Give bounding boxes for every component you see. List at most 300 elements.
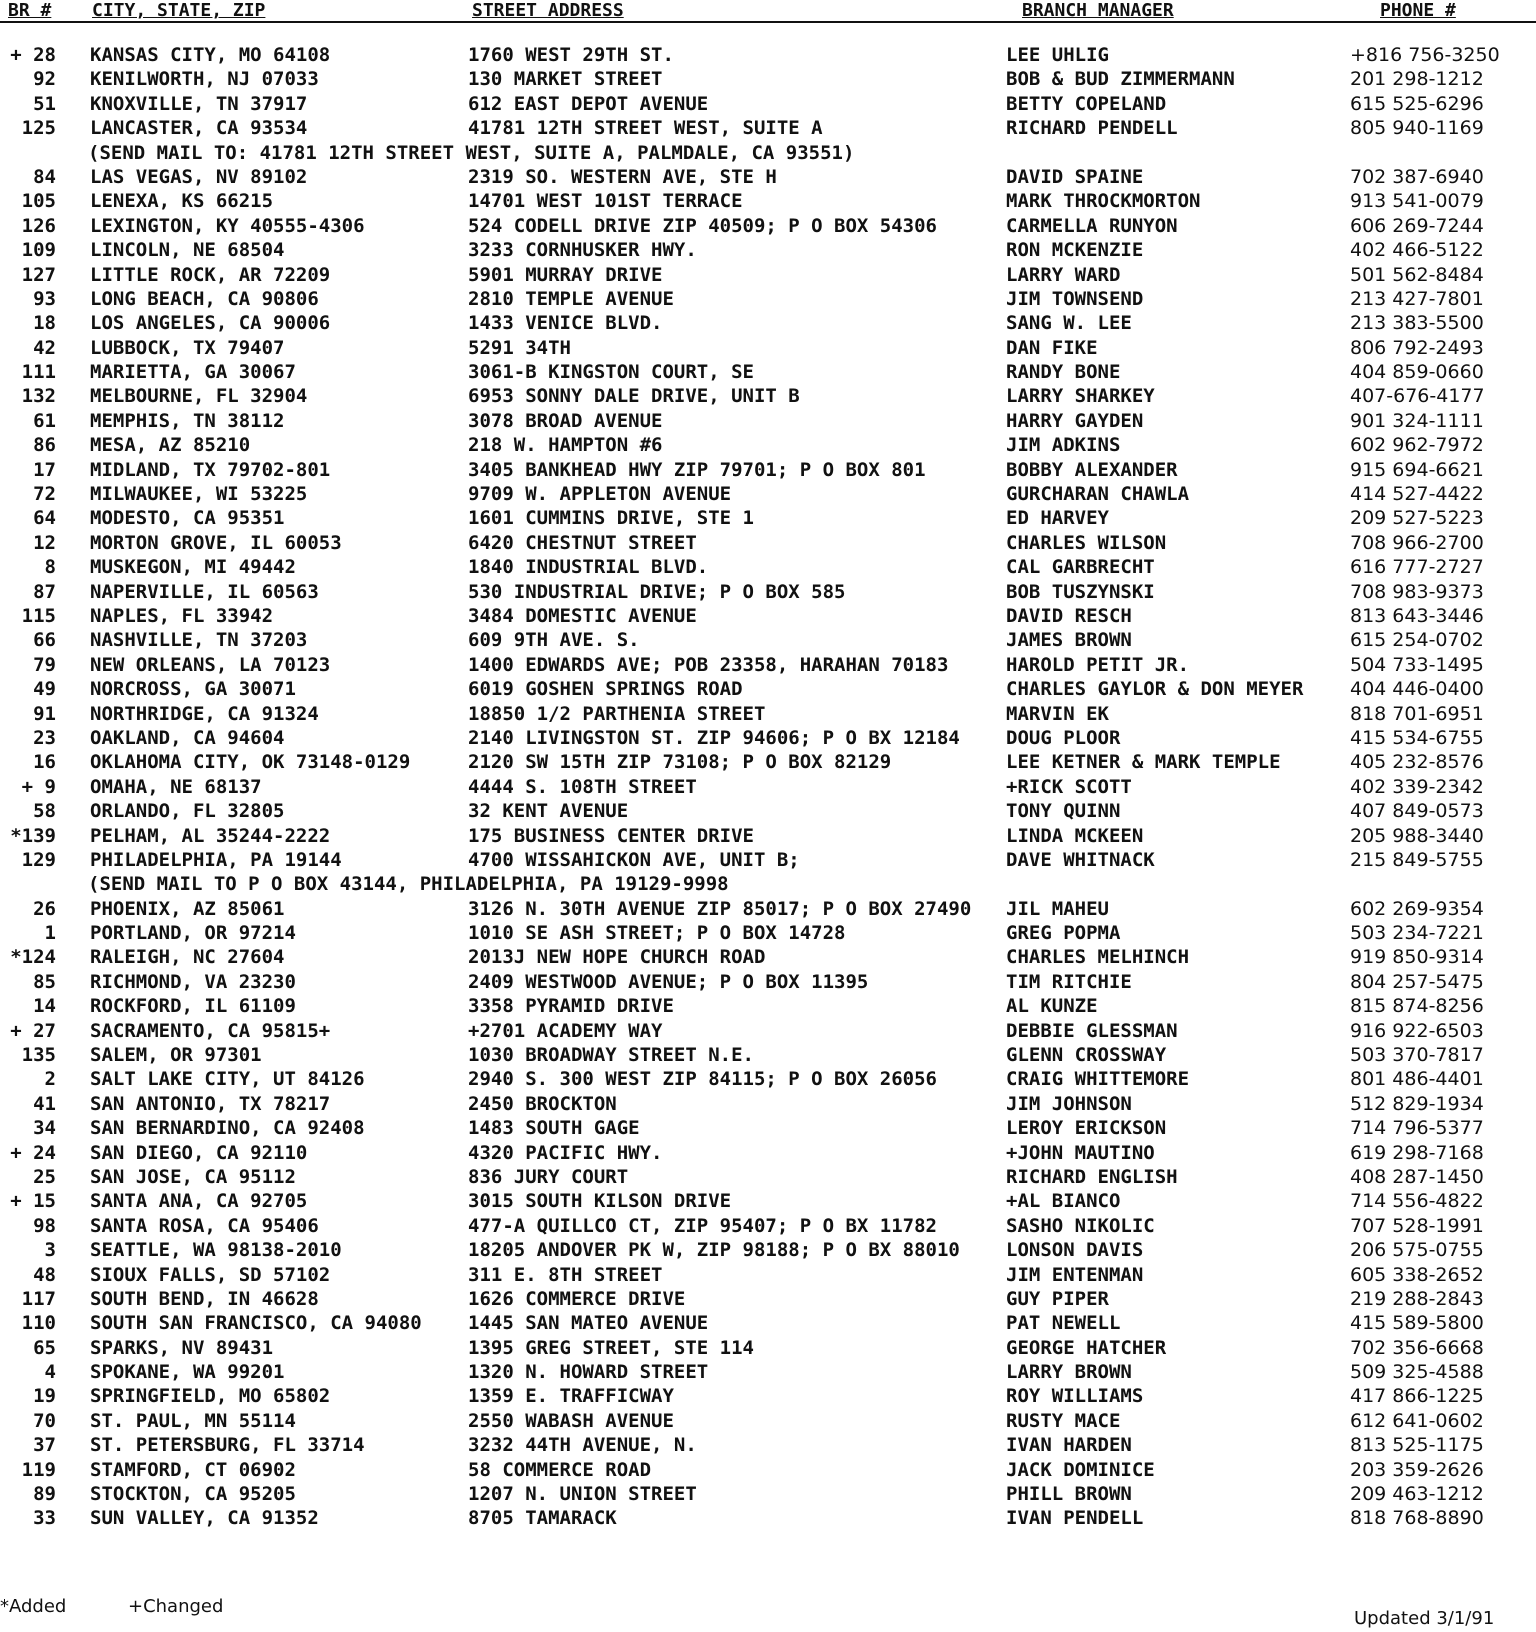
city-state-zip: OMAHA, NE 68137 [90, 775, 262, 798]
city-state-zip: PHILADELPHIA, PA 19144 [90, 848, 342, 871]
branch-manager: LARRY SHARKEY [1006, 385, 1155, 408]
branch-number: 119 [21, 1458, 56, 1481]
street-address: 5901 MURRAY DRIVE [468, 263, 663, 286]
phone-number: 408 287-1450 [1350, 1165, 1484, 1188]
street-address: 2450 BROCKTON [468, 1092, 617, 1115]
phone-number: 616 777-2727 [1350, 556, 1484, 579]
city-state-zip: MESA, AZ 85210 [90, 434, 251, 457]
branch-number: + 24 [10, 1141, 56, 1164]
street-address: 4444 S. 108TH STREET [468, 775, 697, 798]
phone-number: 213 427-7801 [1350, 287, 1484, 310]
city-state-zip: KENILWORTH, NJ 07033 [90, 68, 319, 91]
branch-manager: TIM RITCHIE [1006, 970, 1132, 993]
phone-number: 619 298-7168 [1350, 1141, 1484, 1164]
city-state-zip: LANCASTER, CA 93534 [90, 117, 308, 140]
table-row [0, 995, 1536, 1019]
branch-number: 19 [33, 1385, 56, 1408]
table-row [0, 507, 1536, 531]
city-state-zip: KNOXVILLE, TN 37917 [90, 92, 308, 115]
street-address: 4320 PACIFIC HWY. [468, 1141, 663, 1164]
branch-number: + 9 [21, 775, 56, 798]
street-address: +2701 ACADEMY WAY [468, 1019, 663, 1042]
street-address: 14701 WEST 101ST TERRACE [468, 190, 743, 213]
phone-number: 612 641-0602 [1350, 1409, 1484, 1432]
branch-manager: CARMELLA RUNYON [1006, 214, 1178, 237]
table-row [0, 93, 1536, 117]
table-row [0, 1093, 1536, 1117]
branch-number: 66 [33, 629, 56, 652]
branch-number: 12 [33, 531, 56, 554]
street-address: 218 W. HAMPTON #6 [468, 434, 663, 457]
header-branch-manager: BRANCH MANAGER [1022, 0, 1174, 21]
phone-number: 504 733-1495 [1350, 653, 1484, 676]
street-address: 4700 WISSAHICKON AVE, UNIT B; [468, 848, 800, 871]
updated-date: Updated 3/1/91 [1354, 1608, 1495, 1629]
branch-manager: IVAN HARDEN [1006, 1434, 1132, 1457]
phone-number: 501 562-8484 [1350, 263, 1484, 286]
header-phone: PHONE # [1380, 0, 1456, 21]
branch-manager: LARRY WARD [1006, 263, 1121, 286]
branch-manager: HAROLD PETIT JR. [1006, 653, 1190, 676]
branch-manager: IVAN PENDELL [1006, 1507, 1144, 1530]
street-address: 3233 CORNHUSKER HWY. [468, 239, 697, 262]
street-address: 1760 WEST 29TH ST. [468, 44, 674, 66]
branch-number: *139 [10, 824, 56, 847]
phone-number: 417 866-1225 [1350, 1385, 1484, 1408]
phone-number: 415 589-5800 [1350, 1312, 1484, 1335]
street-address: 41781 12TH STREET WEST, SUITE A [468, 117, 823, 140]
city-state-zip: SAN JOSE, CA 95112 [90, 1165, 296, 1188]
street-address: 8705 TAMARACK [468, 1507, 617, 1530]
phone-number: 602 962-7972 [1350, 434, 1484, 457]
table-row [0, 971, 1536, 995]
street-address: 1010 SE ASH STREET; P O BOX 14728 [468, 922, 846, 945]
street-address: 2013J NEW HOPE CHURCH ROAD [468, 946, 766, 969]
branch-number: 84 [33, 165, 56, 188]
branch-manager: GLENN CROSSWAY [1006, 1044, 1167, 1067]
branch-number: 93 [33, 287, 56, 310]
branch-table [0, 44, 1536, 1532]
branch-number: 65 [33, 1336, 56, 1359]
branch-number: 126 [21, 214, 56, 237]
street-address: 477-A QUILLCO CT, ZIP 95407; P O BX 11782 [468, 1214, 937, 1237]
branch-number: 109 [21, 239, 56, 262]
phone-number: 415 534-6755 [1350, 726, 1484, 749]
branch-number: 48 [33, 1263, 56, 1286]
branch-manager: JIM JOHNSON [1006, 1092, 1132, 1115]
phone-number: 708 966-2700 [1350, 531, 1484, 554]
city-state-zip: STAMFORD, CT 06902 [90, 1458, 296, 1481]
city-state-zip: SPOKANE, WA 99201 [90, 1361, 285, 1384]
city-state-zip: SANTA ROSA, CA 95406 [90, 1214, 319, 1237]
branch-manager: JAMES BROWN [1006, 629, 1132, 652]
street-address: 6420 CHESTNUT STREET [468, 531, 697, 554]
table-row [0, 922, 1536, 946]
phone-number: 405 232-8576 [1350, 751, 1484, 774]
phone-number: 702 387-6940 [1350, 165, 1484, 188]
table-row [0, 678, 1536, 702]
table-row [0, 337, 1536, 361]
mail-note-row [0, 873, 1536, 897]
city-state-zip: MORTON GROVE, IL 60053 [90, 531, 342, 554]
street-address: 9709 W. APPLETON AVENUE [468, 483, 732, 506]
city-state-zip: ORLANDO, FL 32805 [90, 800, 285, 823]
street-address: 6019 GOSHEN SPRINGS ROAD [468, 678, 743, 701]
branch-manager: RANDY BONE [1006, 361, 1121, 384]
branch-number: 51 [33, 92, 56, 115]
table-row [0, 605, 1536, 629]
branch-manager: RICHARD PENDELL [1006, 117, 1178, 140]
city-state-zip: ST. PETERSBURG, FL 33714 [90, 1434, 365, 1457]
phone-number: 801 486-4401 [1350, 1068, 1484, 1091]
branch-manager: BOBBY ALEXANDER [1006, 458, 1178, 481]
table-row [0, 849, 1536, 873]
table-row [0, 800, 1536, 824]
header-street-address: STREET ADDRESS [472, 0, 624, 21]
branch-manager: JIM TOWNSEND [1006, 287, 1144, 310]
phone-number: 414 527-4422 [1350, 483, 1484, 506]
phone-number: 615 525-6296 [1350, 92, 1484, 115]
branch-manager: DEBBIE GLESSMAN [1006, 1019, 1178, 1042]
city-state-zip: LAS VEGAS, NV 89102 [90, 165, 308, 188]
branch-manager: JIL MAHEU [1006, 897, 1109, 920]
branch-manager: LEE UHLIG [1006, 44, 1109, 66]
table-row [0, 1215, 1536, 1239]
mail-note: (SEND MAIL TO P O BOX 43144, PHILADELPHIA, PA 19129-9998 [88, 873, 729, 896]
branch-number: 49 [33, 678, 56, 701]
branch-manager: HARRY GAYDEN [1006, 409, 1144, 432]
branch-manager: ED HARVEY [1006, 507, 1109, 530]
city-state-zip: MARIETTA, GA 30067 [90, 361, 296, 384]
branch-number: 8 [44, 556, 56, 579]
phone-number: 916 922-6503 [1350, 1019, 1484, 1042]
branch-number: 16 [33, 751, 56, 774]
street-address: 1030 BROADWAY STREET N.E. [468, 1044, 754, 1067]
branch-manager: +AL BIANCO [1006, 1190, 1121, 1213]
table-row [0, 166, 1536, 190]
table-row [0, 776, 1536, 800]
table-row [0, 703, 1536, 727]
street-address: 3232 44TH AVENUE, N. [468, 1434, 697, 1457]
branch-manager: CHARLES GAYLOR & DON MEYER [1006, 678, 1304, 701]
table-row [0, 1459, 1536, 1483]
table-row [0, 264, 1536, 288]
table-row [0, 1385, 1536, 1409]
city-state-zip: LUBBOCK, TX 79407 [90, 336, 285, 359]
legend-added: *Added [0, 1596, 67, 1617]
table-row [0, 1337, 1536, 1361]
branch-manager: JACK DOMINICE [1006, 1458, 1155, 1481]
branch-number: + 28 [10, 44, 56, 66]
street-address: 58 COMMERCE ROAD [468, 1458, 652, 1481]
branch-number: 86 [33, 434, 56, 457]
branch-number: 41 [33, 1092, 56, 1115]
branch-number: 110 [21, 1312, 56, 1335]
legend-changed: +Changed [128, 1596, 224, 1617]
phone-number: 404 859-0660 [1350, 361, 1484, 384]
branch-manager: DAVE WHITNACK [1006, 848, 1155, 871]
header-city-state-zip: CITY, STATE, ZIP [92, 0, 266, 21]
branch-manager: LEE KETNER & MARK TEMPLE [1006, 751, 1281, 774]
street-address: 530 INDUSTRIAL DRIVE; P O BOX 585 [468, 580, 846, 603]
branch-manager: CHARLES WILSON [1006, 531, 1167, 554]
street-address: 1395 GREG STREET, STE 114 [468, 1336, 754, 1359]
street-address: 2550 WABASH AVENUE [468, 1409, 674, 1432]
city-state-zip: NORTHRIDGE, CA 91324 [90, 702, 319, 725]
street-address: 1601 CUMMINS DRIVE, STE 1 [468, 507, 754, 530]
phone-number: 205 988-3440 [1350, 824, 1484, 847]
branch-number: 2 [44, 1068, 56, 1091]
phone-number: 714 796-5377 [1350, 1117, 1484, 1140]
street-address: 32 KENT AVENUE [468, 800, 629, 823]
branch-number: 85 [33, 970, 56, 993]
branch-manager: GURCHARAN CHAWLA [1006, 483, 1190, 506]
phone-number: 509 325-4588 [1350, 1361, 1484, 1384]
mail-note-row [0, 142, 1536, 166]
table-row [0, 898, 1536, 922]
table-row [0, 312, 1536, 336]
city-state-zip: KANSAS CITY, MO 64108 [90, 44, 331, 66]
phone-number: 702 356-6668 [1350, 1336, 1484, 1359]
branch-manager: MARVIN EK [1006, 702, 1109, 725]
street-address: 2810 TEMPLE AVENUE [468, 287, 674, 310]
phone-number: 213 383-5500 [1350, 312, 1484, 335]
branch-number: 4 [44, 1361, 56, 1384]
city-state-zip: MIDLAND, TX 79702-801 [90, 458, 331, 481]
table-row [0, 629, 1536, 653]
phone-number: 813 643-3446 [1350, 604, 1484, 627]
street-address: 18850 1/2 PARTHENIA STREET [468, 702, 766, 725]
table-row [0, 751, 1536, 775]
phone-number: 503 370-7817 [1350, 1044, 1484, 1067]
street-address: 6953 SONNY DALE DRIVE, UNIT B [468, 385, 800, 408]
table-row [0, 410, 1536, 434]
table-row [0, 581, 1536, 605]
branch-manager: GREG POPMA [1006, 922, 1121, 945]
city-state-zip: NAPERVILLE, IL 60563 [90, 580, 319, 603]
table-row [0, 1507, 1536, 1531]
street-address: 3015 SOUTH KILSON DRIVE [468, 1190, 732, 1213]
phone-number: 402 339-2342 [1350, 775, 1484, 798]
branch-number: 18 [33, 312, 56, 335]
street-address: 609 9TH AVE. S. [468, 629, 640, 652]
city-state-zip: SACRAMENTO, CA 95815+ [90, 1019, 331, 1042]
branch-manager: CHARLES MELHINCH [1006, 946, 1190, 969]
branch-manager: LONSON DAVIS [1006, 1239, 1144, 1262]
phone-number: 714 556-4822 [1350, 1190, 1484, 1213]
street-address: 1320 N. HOWARD STREET [468, 1361, 709, 1384]
street-address: 1400 EDWARDS AVE; POB 23358, HARAHAN 70183 [468, 653, 949, 676]
city-state-zip: NASHVILLE, TN 37203 [90, 629, 308, 652]
street-address: 1433 VENICE BLVD. [468, 312, 663, 335]
branch-manager: AL KUNZE [1006, 995, 1098, 1018]
branch-number: 14 [33, 995, 56, 1018]
phone-number: 813 525-1175 [1350, 1434, 1484, 1457]
table-row [0, 44, 1536, 68]
branch-manager: LARRY BROWN [1006, 1361, 1132, 1384]
branch-number: 135 [21, 1044, 56, 1067]
city-state-zip: NORCROSS, GA 30071 [90, 678, 296, 701]
branch-number: 26 [33, 897, 56, 920]
city-state-zip: MUSKEGON, MI 49442 [90, 556, 296, 579]
city-state-zip: LOS ANGELES, CA 90006 [90, 312, 331, 335]
branch-number: 42 [33, 336, 56, 359]
phone-number: 901 324-1111 [1350, 409, 1484, 432]
branch-manager: BETTY COPELAND [1006, 92, 1167, 115]
branch-manager: JIM ADKINS [1006, 434, 1121, 457]
branch-number: 34 [33, 1117, 56, 1140]
table-row [0, 1142, 1536, 1166]
phone-number: 806 792-2493 [1350, 336, 1484, 359]
street-address: 1483 SOUTH GAGE [468, 1117, 640, 1140]
city-state-zip: OKLAHOMA CITY, OK 73148-0129 [90, 751, 411, 774]
branch-number: 129 [21, 848, 56, 871]
branch-number: 89 [33, 1483, 56, 1506]
street-address: 2140 LIVINGSTON ST. ZIP 94606; P O BX 12184 [468, 726, 960, 749]
table-row [0, 727, 1536, 751]
city-state-zip: PORTLAND, OR 97214 [90, 922, 296, 945]
city-state-zip: LEXINGTON, KY 40555-4306 [90, 214, 365, 237]
branch-number: 1 [44, 922, 56, 945]
branch-number: 91 [33, 702, 56, 725]
street-address: 3078 BROAD AVENUE [468, 409, 663, 432]
phone-number: 805 940-1169 [1350, 117, 1484, 140]
branch-number: 125 [21, 117, 56, 140]
street-address: 2120 SW 15TH ZIP 73108; P O BOX 82129 [468, 751, 892, 774]
table-row [0, 532, 1536, 556]
branch-number: 117 [21, 1287, 56, 1310]
branch-manager: CRAIG WHITTEMORE [1006, 1068, 1190, 1091]
table-row [0, 190, 1536, 214]
table-row [0, 459, 1536, 483]
table-row [0, 1312, 1536, 1336]
city-state-zip: RICHMOND, VA 23230 [90, 970, 296, 993]
city-state-zip: LONG BEACH, CA 90806 [90, 287, 319, 310]
table-row [0, 1020, 1536, 1044]
street-address: 175 BUSINESS CENTER DRIVE [468, 824, 754, 847]
city-state-zip: SPARKS, NV 89431 [90, 1336, 274, 1359]
city-state-zip: LITTLE ROCK, AR 72209 [90, 263, 331, 286]
table-row [0, 239, 1536, 263]
table-row [0, 1068, 1536, 1092]
branch-number: 127 [21, 263, 56, 286]
branch-number: + 15 [10, 1190, 56, 1213]
phone-number: 606 269-7244 [1350, 214, 1484, 237]
table-row [0, 1239, 1536, 1263]
phone-number: 215 849-5755 [1350, 848, 1484, 871]
table-row [0, 288, 1536, 312]
branch-manager: PAT NEWELL [1006, 1312, 1121, 1335]
phone-number: 915 694-6621 [1350, 458, 1484, 481]
mail-note: (SEND MAIL TO: 41781 12TH STREET WEST, SUITE A, PALMDALE, CA 93551) [88, 141, 855, 164]
branch-number: 23 [33, 726, 56, 749]
phone-number: 605 338-2652 [1350, 1263, 1484, 1286]
table-row [0, 1434, 1536, 1458]
city-state-zip: MEMPHIS, TN 38112 [90, 409, 285, 432]
branch-manager: SANG W. LEE [1006, 312, 1132, 335]
branch-manager: DOUG PLOOR [1006, 726, 1121, 749]
table-row [0, 1166, 1536, 1190]
phone-number: 407 849-0573 [1350, 800, 1484, 823]
phone-number: 209 463-1212 [1350, 1483, 1484, 1506]
city-state-zip: SOUTH SAN FRANCISCO, CA 94080 [90, 1312, 422, 1335]
city-state-zip: SALT LAKE CITY, UT 84126 [90, 1068, 365, 1091]
street-address: 1359 E. TRAFFICWAY [468, 1385, 674, 1408]
branch-number: + 27 [10, 1019, 56, 1042]
branch-number: 3 [44, 1239, 56, 1262]
street-address: 18205 ANDOVER PK W, ZIP 98188; P O BX 88010 [468, 1239, 960, 1262]
branch-manager: +JOHN MAUTINO [1006, 1141, 1155, 1164]
table-row [0, 1288, 1536, 1312]
city-state-zip: ROCKFORD, IL 61109 [90, 995, 296, 1018]
city-state-zip: SPRINGFIELD, MO 65802 [90, 1385, 331, 1408]
branch-number: *124 [10, 946, 56, 969]
phone-number: 818 768-8890 [1350, 1507, 1484, 1530]
city-state-zip: SOUTH BEND, IN 46628 [90, 1287, 319, 1310]
table-row [0, 385, 1536, 409]
city-state-zip: RALEIGH, NC 27604 [90, 946, 285, 969]
city-state-zip: STOCKTON, CA 95205 [90, 1483, 296, 1506]
phone-number: 209 527-5223 [1350, 507, 1484, 530]
street-address: 3126 N. 30TH AVENUE ZIP 85017; P O BOX 27490 [468, 897, 972, 920]
branch-number: 79 [33, 653, 56, 676]
street-address: 2940 S. 300 WEST ZIP 84115; P O BOX 26056 [468, 1068, 937, 1091]
branch-manager: BOB & BUD ZIMMERMANN [1006, 68, 1235, 91]
branch-number: 61 [33, 409, 56, 432]
city-state-zip: NAPLES, FL 33942 [90, 604, 274, 627]
table-row [0, 556, 1536, 580]
header-rule [0, 21, 1536, 23]
phone-number: 201 298-1212 [1350, 68, 1484, 91]
phone-number: 818 701-6951 [1350, 702, 1484, 725]
table-row [0, 215, 1536, 239]
branch-manager: LINDA MCKEEN [1006, 824, 1144, 847]
street-address: 612 EAST DEPOT AVENUE [468, 92, 709, 115]
branch-manager: TONY QUINN [1006, 800, 1121, 823]
phone-number: 708 983-9373 [1350, 580, 1484, 603]
street-address: 1445 SAN MATEO AVENUE [468, 1312, 709, 1335]
branch-number: 58 [33, 800, 56, 823]
branch-manager: LEROY ERICKSON [1006, 1117, 1167, 1140]
phone-number: 815 874-8256 [1350, 995, 1484, 1018]
table-row [0, 68, 1536, 92]
city-state-zip: SANTA ANA, CA 92705 [90, 1190, 308, 1213]
phone-number: 913 541-0079 [1350, 190, 1484, 213]
city-state-zip: SAN BERNARDINO, CA 92408 [90, 1117, 365, 1140]
branch-number: 25 [33, 1165, 56, 1188]
phone-number: 407-676-4177 [1350, 385, 1485, 408]
street-address: 5291 34TH [468, 336, 571, 359]
branch-manager: GUY PIPER [1006, 1287, 1109, 1310]
branch-manager: RICHARD ENGLISH [1006, 1165, 1178, 1188]
branch-manager: JIM ENTENMAN [1006, 1263, 1144, 1286]
phone-number: 219 288-2843 [1350, 1287, 1484, 1310]
branch-number: 105 [21, 190, 56, 213]
city-state-zip: MODESTO, CA 95351 [90, 507, 285, 530]
table-row [0, 654, 1536, 678]
table-row [0, 946, 1536, 970]
branch-number: 17 [33, 458, 56, 481]
branch-manager: MARK THROCKMORTON [1006, 190, 1201, 213]
city-state-zip: SEATTLE, WA 98138-2010 [90, 1239, 342, 1262]
branch-number: 115 [21, 604, 56, 627]
phone-number: 804 257-5475 [1350, 970, 1484, 993]
city-state-zip: LINCOLN, NE 68504 [90, 239, 285, 262]
table-row [0, 434, 1536, 458]
table-row [0, 1117, 1536, 1141]
table-row [0, 825, 1536, 849]
header-br-number: BR # [8, 0, 52, 21]
